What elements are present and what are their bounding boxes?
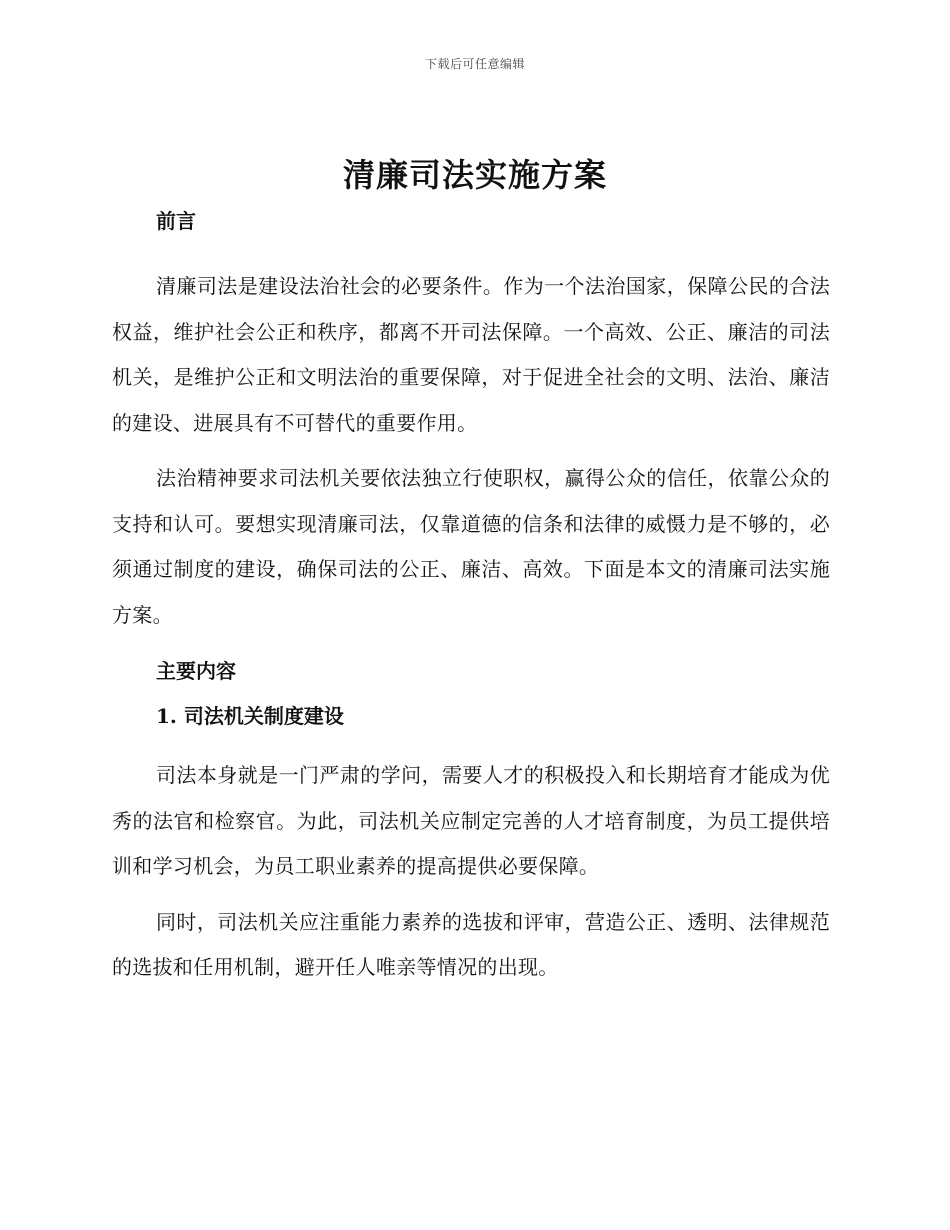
section-1-paragraph-2: 同时，司法机关应注重能力素养的选拔和评审，营造公正、透明、法律规范的选拔和任用机制，避开任人唯亲等情况的出现。 [112, 909, 830, 979]
section-1-heading: 1. 司法机关制度建设 [156, 704, 344, 728]
section-1-paragraph-1: 司法本身就是一门严肃的学问，需要人才的积极投入和长期培育才能成为优秀的法官和检察官。为此，司法机关应制定完善的人才培育制度，为员工提供培训和学习机会，为员工职业素养的提高提供必要保障。 [112, 763, 830, 878]
main-content-heading: 主要内容 [156, 659, 236, 683]
preface-paragraph-1: 清廉司法是建设法治社会的必要条件。作为一个法治国家，保障公民的合法权益，维护社会公正和秩序，都离不开司法保障。一个高效、公正、廉洁的司法机关，是维护公正和文明法治的重要保障，对于促进全社会的文明、法治、廉洁的建设、进展具有不可替代的重要作用。 [112, 274, 830, 435]
document-title: 清廉司法实施方案 [342, 156, 607, 194]
preface-paragraph-2: 法治精神要求司法机关要依法独立行使职权，赢得公众的信任，依靠公众的支持和认可。要想实现清廉司法，仅靠道德的信条和法律的威慑力是不够的，必须通过制度的建设，确保司法的公正、廉洁、高效。下面是本文的清廉司法实施方案。 [112, 466, 830, 627]
page-header-note: 下载后可任意编辑 [424, 57, 525, 71]
preface-heading: 前言 [156, 209, 196, 233]
document-body [112, 206, 830, 991]
